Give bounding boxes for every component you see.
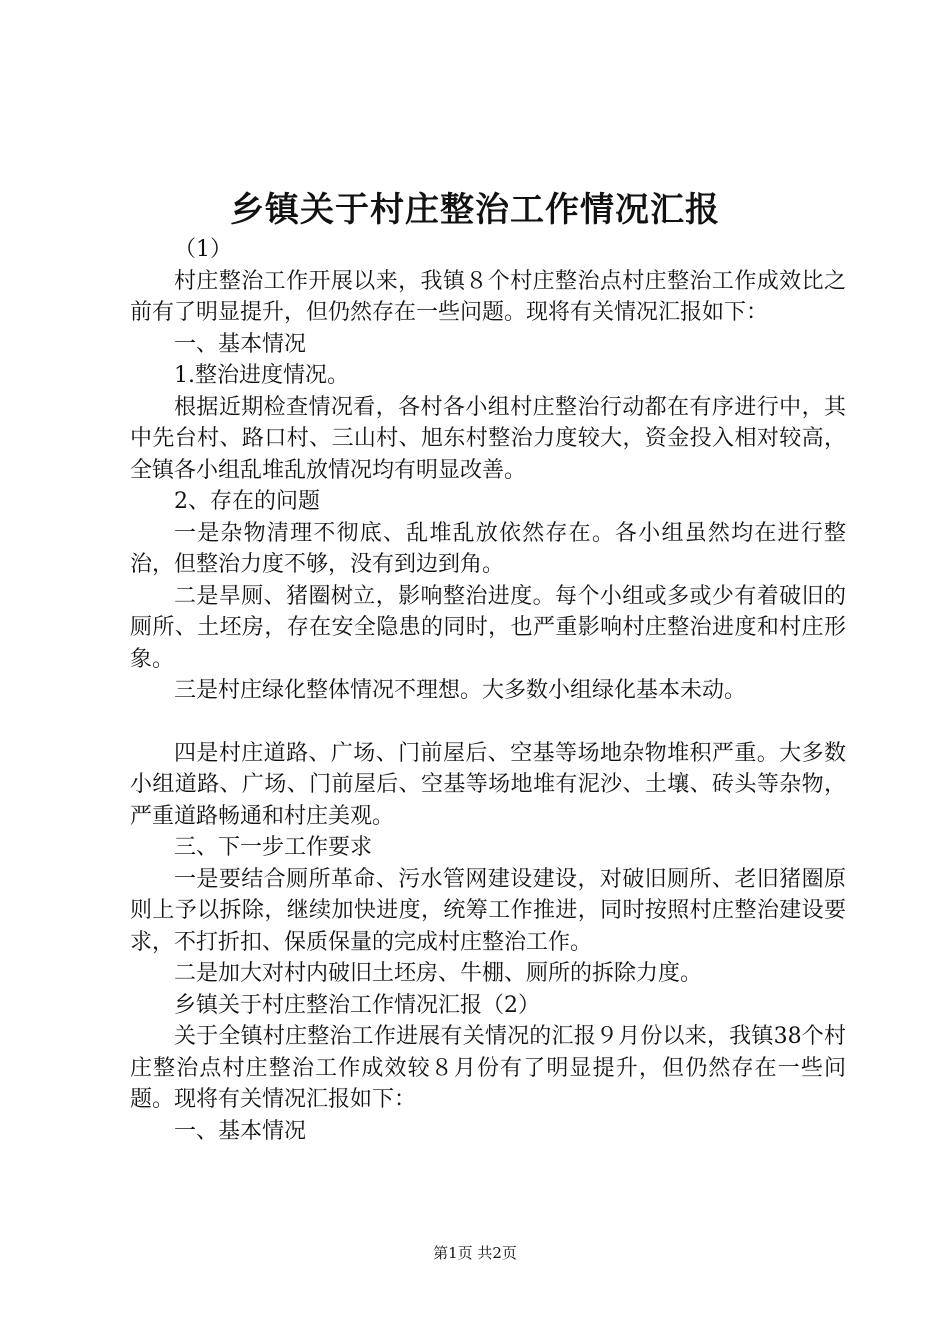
document-title: 乡镇关于村庄整治工作情况汇报 xyxy=(230,190,720,230)
heading-problems: 2、存在的问题 xyxy=(174,489,320,514)
paragraph-section-number: （1） xyxy=(174,237,232,262)
document-body xyxy=(130,234,846,1147)
heading-basic-situation: 一、基本情况 xyxy=(174,331,307,357)
heading-next-steps: 三、下一步工作要求 xyxy=(174,835,373,860)
paragraph-requirement-2: 二是加大对村内破旧土坯房、牛棚、厕所的拆除力度。 xyxy=(174,961,703,986)
page-footer: 第1页 共2页 xyxy=(433,1244,517,1262)
paragraph-problem-1: 一是杂物清理不彻底、乱堆乱放依然存在。各小组虽然均在进行整治，但整治力度不够，没有到边到角。 xyxy=(130,520,846,577)
paragraph-requirement-1: 一是要结合厕所革命、污水管网建设建设，对破旧厕所、老旧猪圈原则上予以拆除，继续加快进度，统筹工作推进，同时按照村庄整治建设要求，不打折扣、保质保量的完成村庄整治工作。 xyxy=(130,866,846,955)
subtitle-report-2: 乡镇关于村庄整治工作情况汇报（2） xyxy=(174,992,540,1018)
paragraph-problem-3: 三是村庄绿化整体情况不理想。大多数小组绿化基本未动。 xyxy=(174,678,747,703)
paragraph-problem-4: 四是村庄道路、广场、门前屋后、空基等场地杂物堆积严重。大多数小组道路、广场、门前屋后、空基等场地堆有泥沙、土壤、砖头等杂物，严重道路畅通和村庄美观。 xyxy=(130,740,846,829)
heading-basic-situation-2: 一、基本情况 xyxy=(174,1118,307,1144)
heading-progress: 1.整治进度情况。 xyxy=(174,363,349,388)
paragraph-problem-2: 二是旱厕、猪圈树立，影响整治进度。每个小组或多或少有着破旧的厕所、土坯房，存在安全隐患的同时，也严重影响村庄整治进度和村庄形象。 xyxy=(130,583,846,672)
paragraph-report-2-intro: 关于全镇村庄整治工作进展有关情况的汇报９月份以来，我镇38个村庄整治点村庄整治工作成效较８月份有了明显提升，但仍然存在一些问题。现将有关情况汇报如下： xyxy=(130,1024,846,1112)
paragraph-progress: 根据近期检查情况看，各村各小组村庄整治行动都在有序进行中，其中先台村、路口村、三山村、旭东村整治力度较大，资金投入相对较高，全镇各小组乱堆乱放情况均有明显改善。 xyxy=(130,394,846,483)
paragraph-intro: 村庄整治工作开展以来，我镇８个村庄整治点村庄整治工作成效比之前有了明显提升，但仍然存在一些问题。现将有关情况汇报如下： xyxy=(130,268,846,325)
